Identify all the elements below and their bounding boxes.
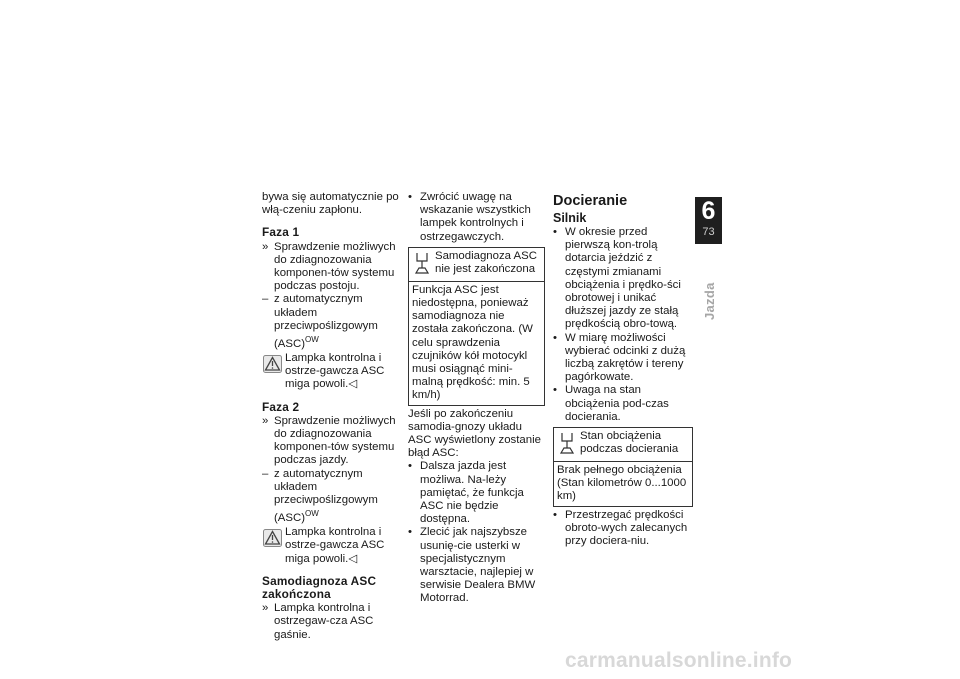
info-pin-icon — [560, 432, 574, 454]
column-middle — [408, 191, 545, 606]
section-heading: Docieranie — [553, 193, 628, 209]
note-box-header: Samodiagnoza ASC nie jest zakończona — [409, 248, 544, 282]
option-code: OW — [305, 509, 319, 519]
bullet-item: • Uwaga na stan obciążenia pod-czas docierania. — [553, 384, 669, 423]
bullet-marker: • — [408, 460, 412, 473]
bullet-item: • Przestrzegać prędkości obroto-wych zalecanych przy doci​era-niu. — [553, 508, 688, 548]
bullet-marker: • — [408, 191, 412, 203]
error-paragraph: Jeśli po zakończeniu samodia-gnozy układu ASC wyświetlony zostanie błąd ASC: — [408, 407, 541, 460]
watermark: carmanualsonline.info — [565, 649, 793, 672]
end-marker: ◁ — [348, 552, 358, 565]
note-box-asc — [408, 247, 545, 406]
bullet-item: • Dalsza jazda jest możliwa. Na-leży pamiętać, że funkcja ASC nie będzie dostępna. — [408, 460, 524, 526]
faza1-heading: Faza 1 — [262, 225, 300, 240]
warning-triangle-icon — [263, 529, 282, 547]
bullet-item: • Zlecić jak najszybsze usunię-cie usterki w specjalistycznym warsztacie, najlepiej w serwisie Dealera BMW Motorrad. — [408, 526, 536, 605]
column-left — [262, 191, 402, 642]
bullet-item: • W miarę możliwości wybierać odcinki z dużą liczbą zakrętów i tereny pagórkowate. — [553, 331, 686, 384]
diagnosis-complete-heading: Samodiagnoza ASC zakończona — [262, 573, 377, 602]
bullet-marker: • — [553, 508, 557, 521]
faza1-equipment: – z automatycznym układem przeciwpoślizgowym (ASC)$^{OW}$ — [262, 293, 378, 350]
note-box-body: Brak pełnego obciążenia (Stan kilometrów 0...1000 km) — [557, 464, 687, 503]
page-number: 73 — [702, 226, 715, 238]
faza2-lamp-note: Lampka kontrolna i ostrze-gawcza ASC miga powoli.◁ — [262, 526, 402, 566]
arrow-marker: » — [262, 414, 269, 427]
bullet-item: • Zwrócić uwagę na wskazanie wszystkich lampek kontrolnych i ostrzegawczych. — [408, 191, 531, 243]
faza1-step: » Sprawdzenie możliwych do zdiagnozowania komponen-tów systemu podczas postoju. — [262, 240, 396, 293]
faza1-lamp-note: Lampka kontrolna i ostrze-gawcza ASC miga powoli.◁ — [262, 352, 402, 392]
bullet-marker: • — [553, 226, 557, 238]
info-pin-icon — [415, 252, 429, 274]
bullet-marker: • — [408, 526, 412, 539]
faza2-equipment: – z automatycznym układem przeciwpoślizgowym (ASC)$^{OW}$ — [262, 467, 378, 525]
dash-marker: – — [262, 293, 269, 306]
faza2-heading: Faza 2 — [262, 399, 300, 414]
note-box-breakin — [553, 427, 693, 507]
warning-triangle-icon — [263, 355, 282, 373]
faza2-step: » Sprawdzenie możliwych do zdiagnozowania komponen-tów systemu podczas jazdy. — [262, 414, 396, 467]
subsection-heading: Silnik — [553, 211, 587, 225]
bullet-item: • W okresie przed pierwszą kon-trolą dotarcia jeździć z częstymi zmianami obciążenia i prędko-ści obrotowej i unikać dłuższej jazdy ze stałą prędkością obro-tową. — [553, 226, 681, 331]
column-right — [553, 191, 693, 548]
note-box-header: Stan obciążenia podczas docierania — [554, 428, 692, 462]
dash-marker: – — [262, 467, 269, 480]
arrow-marker: » — [262, 240, 269, 253]
chapter-number: 6 — [701, 197, 716, 225]
diagnosis-complete-step: » Lampka kontrolna i ostrzegaw-cza ASC gaśnie. — [262, 602, 374, 641]
chapter-divider — [695, 244, 722, 252]
chapter-title: Jazda — [702, 282, 717, 320]
bullet-marker: • — [553, 331, 557, 344]
option-code: OW — [305, 335, 319, 345]
note-box-body: Funkcja ASC jest niedostępna, ponieważ samodiagnoza nie została zakończona. (W celu sprawdzenia czujników kół motocykl musi osiągnąć mini-malną prędkość: min. 5 km/h) — [412, 283, 533, 402]
intro-text: bywa się automatycznie po włą-czeniu zapłonu. — [262, 191, 399, 217]
bullet-marker: • — [553, 384, 557, 397]
arrow-marker: » — [262, 602, 269, 615]
end-marker: ◁ — [348, 378, 358, 391]
